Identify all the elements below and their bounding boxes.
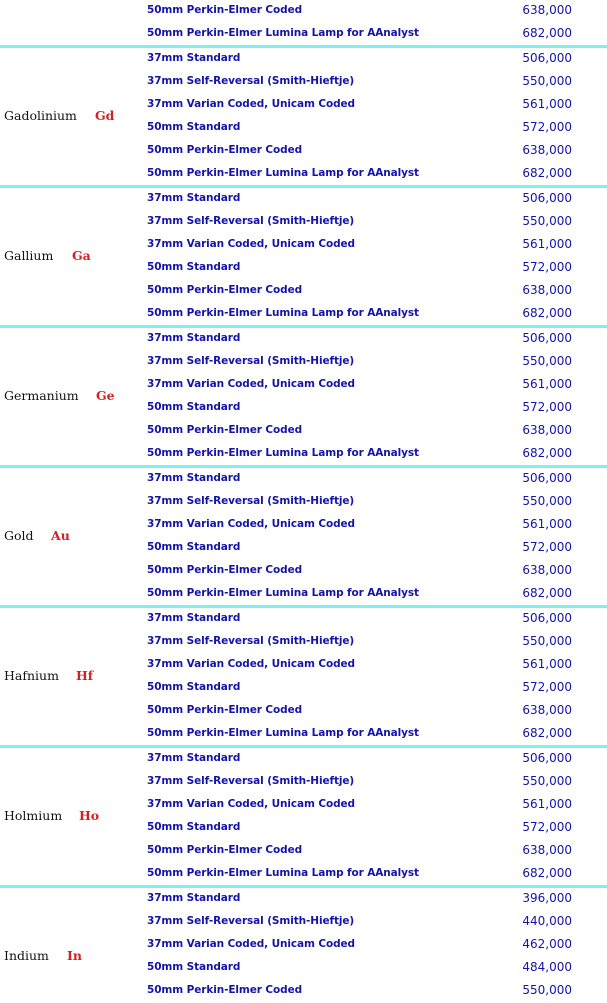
element-name: Gallium bbox=[4, 248, 54, 263]
price-row bbox=[0, 723, 607, 746]
price-row bbox=[0, 71, 607, 94]
lamp-price: 484,000 bbox=[522, 960, 572, 974]
element-name: Germanium bbox=[4, 388, 79, 403]
lamp-price: 638,000 bbox=[522, 283, 572, 297]
lamp-price: 561,000 bbox=[522, 657, 572, 671]
element-symbol: Hf bbox=[76, 668, 94, 683]
lamp-price: 506,000 bbox=[522, 51, 572, 65]
price-row bbox=[0, 23, 607, 46]
lamp-description: 37mm Varian Coded, Unicam Coded bbox=[147, 378, 355, 390]
lamp-price: 506,000 bbox=[522, 611, 572, 625]
lamp-description: 50mm Perkin-Elmer Lumina Lamp for AAnalyst bbox=[147, 587, 419, 599]
price-row bbox=[0, 328, 607, 351]
lamp-description: 37mm Self-Reversal (Smith-Hieftje) bbox=[147, 495, 355, 507]
lamp-description: 37mm Standard bbox=[147, 892, 241, 904]
price-row bbox=[0, 303, 607, 326]
lamp-price: 506,000 bbox=[522, 191, 572, 205]
price-row bbox=[0, 631, 607, 654]
element-symbol: Ga bbox=[72, 248, 91, 263]
lamp-price: 506,000 bbox=[522, 471, 572, 485]
lamp-price: 682,000 bbox=[522, 866, 572, 880]
price-row bbox=[0, 491, 607, 514]
lamp-price: 638,000 bbox=[522, 3, 572, 17]
lamp-description: 37mm Varian Coded, Unicam Coded bbox=[147, 238, 355, 250]
lamp-price: 462,000 bbox=[522, 937, 572, 951]
lamp-price: 638,000 bbox=[522, 703, 572, 717]
lamp-price: 682,000 bbox=[522, 26, 572, 40]
price-row bbox=[0, 888, 607, 911]
lamp-description: 37mm Self-Reversal (Smith-Hieftje) bbox=[147, 75, 355, 87]
lamp-description: 50mm Perkin-Elmer Coded bbox=[147, 284, 303, 296]
price-row bbox=[0, 840, 607, 863]
price-row bbox=[0, 163, 607, 186]
lamp-price: 682,000 bbox=[522, 166, 572, 180]
price-row bbox=[0, 583, 607, 606]
lamp-description: 50mm Standard bbox=[147, 261, 241, 273]
lamp-description: 37mm Varian Coded, Unicam Coded bbox=[147, 938, 355, 950]
element-name: Holmium bbox=[4, 808, 63, 823]
lamp-price: 550,000 bbox=[522, 354, 572, 368]
lamp-description: 50mm Perkin-Elmer Lumina Lamp for AAnalyst bbox=[147, 307, 419, 319]
lamp-description: 50mm Perkin-Elmer Coded bbox=[147, 984, 303, 996]
lamp-price: 572,000 bbox=[522, 680, 572, 694]
lamp-description: 50mm Perkin-Elmer Coded bbox=[147, 424, 303, 436]
price-row bbox=[0, 420, 607, 443]
lamp-price: 506,000 bbox=[522, 331, 572, 345]
lamp-price: 638,000 bbox=[522, 843, 572, 857]
element-name: Hafnium bbox=[4, 668, 59, 683]
lamp-description: 50mm Standard bbox=[147, 681, 241, 693]
lamp-price: 561,000 bbox=[522, 517, 572, 531]
element-symbol: Ho bbox=[79, 808, 100, 823]
lamp-description: 50mm Perkin-Elmer Coded bbox=[147, 704, 303, 716]
price-row bbox=[0, 560, 607, 583]
lamp-description: 37mm Self-Reversal (Smith-Hieftje) bbox=[147, 215, 355, 227]
lamp-price: 506,000 bbox=[522, 751, 572, 765]
lamp-price: 550,000 bbox=[522, 774, 572, 788]
price-row bbox=[0, 957, 607, 980]
price-row bbox=[0, 397, 607, 420]
lamp-description: 50mm Standard bbox=[147, 121, 241, 133]
lamp-price: 682,000 bbox=[522, 726, 572, 740]
lamp-description: 50mm Standard bbox=[147, 541, 241, 553]
lamp-description: 50mm Perkin-Elmer Coded bbox=[147, 564, 303, 576]
lamp-description: 50mm Perkin-Elmer Lumina Lamp for AAnalyst bbox=[147, 727, 419, 739]
element-name: Gold bbox=[4, 528, 34, 543]
price-row bbox=[0, 700, 607, 723]
price-row bbox=[0, 863, 607, 886]
price-row bbox=[0, 211, 607, 234]
lamp-description: 50mm Standard bbox=[147, 961, 241, 973]
lamp-description: 50mm Perkin-Elmer Coded bbox=[147, 144, 303, 156]
lamp-price: 396,000 bbox=[522, 891, 572, 905]
lamp-price: 572,000 bbox=[522, 820, 572, 834]
lamp-description: 50mm Standard bbox=[147, 401, 241, 413]
price-row bbox=[0, 48, 607, 71]
lamp-price: 682,000 bbox=[522, 306, 572, 320]
lamp-price: 638,000 bbox=[522, 143, 572, 157]
price-row bbox=[0, 188, 607, 211]
lamp-description: 50mm Perkin-Elmer Lumina Lamp for AAnalyst bbox=[147, 167, 419, 179]
price-row bbox=[0, 0, 607, 23]
lamp-description: 50mm Perkin-Elmer Coded bbox=[147, 4, 303, 16]
element-symbol: Gd bbox=[95, 108, 115, 123]
price-row bbox=[0, 443, 607, 466]
lamp-price: 440,000 bbox=[522, 914, 572, 928]
lamp-price: 638,000 bbox=[522, 563, 572, 577]
price-row bbox=[0, 234, 607, 257]
lamp-description: 37mm Standard bbox=[147, 612, 241, 624]
lamp-description: 37mm Varian Coded, Unicam Coded bbox=[147, 798, 355, 810]
lamp-price: 550,000 bbox=[522, 74, 572, 88]
lamp-description: 50mm Perkin-Elmer Lumina Lamp for AAnalyst bbox=[147, 447, 419, 459]
element-symbol: Au bbox=[51, 528, 70, 543]
element-symbol: Ge bbox=[96, 388, 115, 403]
element-symbol: In bbox=[67, 948, 82, 963]
lamp-description: 50mm Perkin-Elmer Lumina Lamp for AAnalyst bbox=[147, 27, 419, 39]
lamp-description: 37mm Standard bbox=[147, 52, 241, 64]
price-row bbox=[0, 468, 607, 491]
lamp-price: 682,000 bbox=[522, 446, 572, 460]
lamp-description: 37mm Varian Coded, Unicam Coded bbox=[147, 98, 355, 110]
lamp-price: 682,000 bbox=[522, 586, 572, 600]
price-row bbox=[0, 934, 607, 957]
lamp-description: 37mm Standard bbox=[147, 472, 241, 484]
lamp-price: 561,000 bbox=[522, 97, 572, 111]
lamp-price: 550,000 bbox=[522, 494, 572, 508]
price-row bbox=[0, 608, 607, 631]
lamp-price: 561,000 bbox=[522, 797, 572, 811]
lamp-description: 37mm Standard bbox=[147, 752, 241, 764]
price-row bbox=[0, 94, 607, 117]
lamp-description: 50mm Perkin-Elmer Coded bbox=[147, 844, 303, 856]
lamp-description: 50mm Standard bbox=[147, 821, 241, 833]
element-name: Indium bbox=[4, 948, 49, 963]
lamp-description: 37mm Varian Coded, Unicam Coded bbox=[147, 658, 355, 670]
lamp-price: 572,000 bbox=[522, 540, 572, 554]
lamp-price: 572,000 bbox=[522, 400, 572, 414]
lamp-description: 37mm Self-Reversal (Smith-Hieftje) bbox=[147, 355, 355, 367]
lamp-description: 37mm Standard bbox=[147, 332, 241, 344]
price-row bbox=[0, 514, 607, 537]
price-row bbox=[0, 351, 607, 374]
lamp-description: 37mm Standard bbox=[147, 192, 241, 204]
lamp-price: 561,000 bbox=[522, 237, 572, 251]
lamp-price: 638,000 bbox=[522, 423, 572, 437]
lamp-price: 572,000 bbox=[522, 260, 572, 274]
price-row bbox=[0, 748, 607, 771]
price-row bbox=[0, 374, 607, 397]
element-name: Gadolinium bbox=[4, 108, 77, 123]
price-row bbox=[0, 911, 607, 934]
lamp-price: 550,000 bbox=[522, 214, 572, 228]
price-row bbox=[0, 257, 607, 280]
lamp-price: 550,000 bbox=[522, 983, 572, 997]
price-row bbox=[0, 117, 607, 140]
price-row bbox=[0, 140, 607, 163]
lamp-description: 37mm Self-Reversal (Smith-Hieftje) bbox=[147, 915, 355, 927]
lamp-price: 572,000 bbox=[522, 120, 572, 134]
lamp-description: 50mm Perkin-Elmer Lumina Lamp for AAnalyst bbox=[147, 867, 419, 879]
price-row bbox=[0, 980, 607, 1003]
price-row bbox=[0, 537, 607, 560]
lamp-price: 561,000 bbox=[522, 377, 572, 391]
price-row bbox=[0, 771, 607, 794]
lamp-description: 37mm Self-Reversal (Smith-Hieftje) bbox=[147, 775, 355, 787]
lamp-description: 37mm Self-Reversal (Smith-Hieftje) bbox=[147, 635, 355, 647]
price-row bbox=[0, 280, 607, 303]
lamp-description: 37mm Varian Coded, Unicam Coded bbox=[147, 518, 355, 530]
lamp-price: 550,000 bbox=[522, 634, 572, 648]
